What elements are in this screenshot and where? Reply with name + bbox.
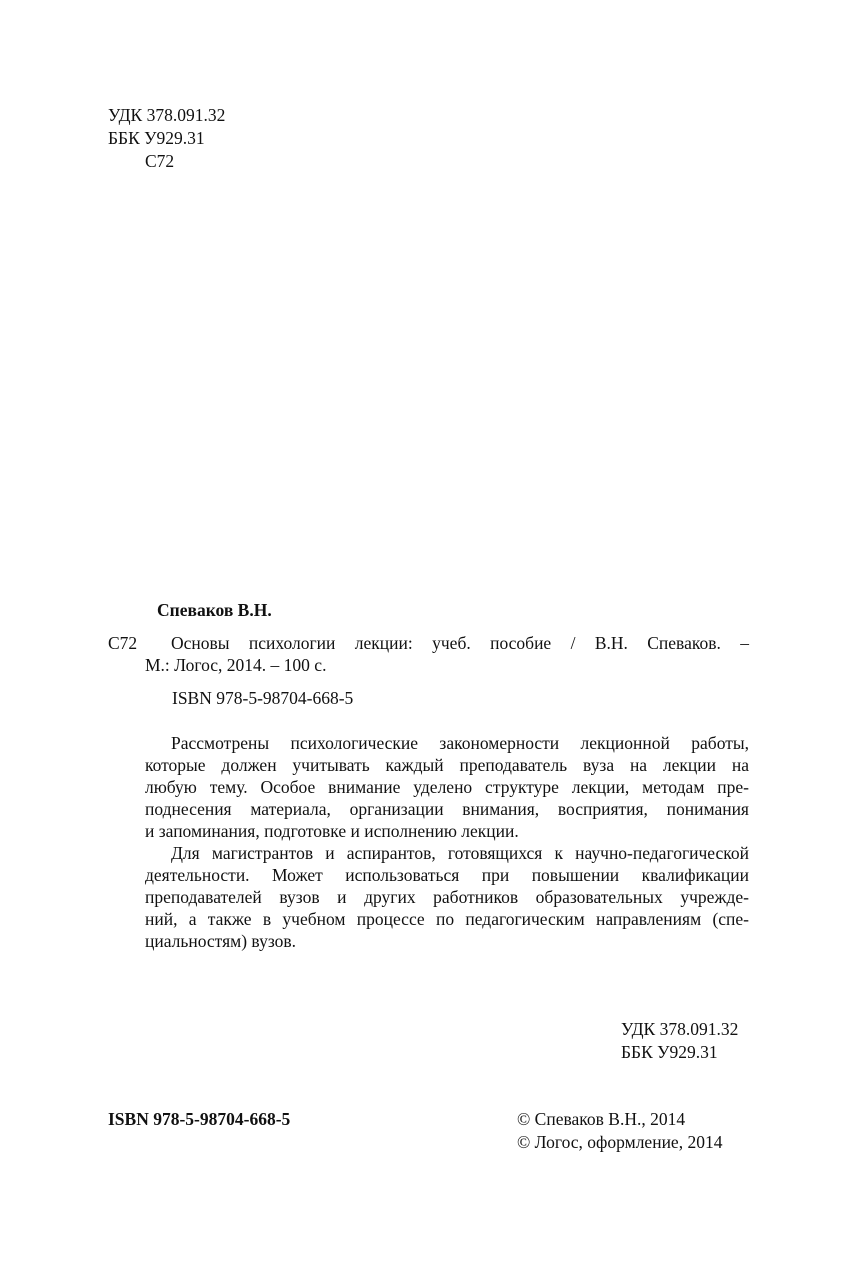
annotation-2-line-3: преподавателей вузов и других работников образовательных учрежде- bbox=[145, 887, 749, 907]
footer-copyright-publisher: © Логос, оформление, 2014 bbox=[517, 1132, 723, 1152]
annotation-1-line-1: Рассмотрены психологические закономерности лекционной работы, bbox=[171, 733, 749, 753]
top-author-mark: С72 bbox=[145, 151, 175, 171]
catalog-author: Спеваков В.Н. bbox=[157, 600, 272, 620]
annotation-2-line-1: Для магистрантов и аспирантов, готовящихся к научно-педагогической bbox=[171, 843, 749, 863]
catalog-title-line-2: М.: Логос, 2014. – 100 с. bbox=[145, 655, 327, 675]
catalog-title-line-1: Основы психологии лекции: учеб. пособие / В.Н. Спеваков. – bbox=[171, 633, 749, 653]
bottom-bbk: ББК У929.31 bbox=[621, 1042, 718, 1062]
catalog-isbn: ISBN 978-5-98704-668-5 bbox=[172, 688, 354, 708]
catalog-title-block bbox=[145, 632, 749, 676]
footer-copyright-author: © Спеваков В.Н., 2014 bbox=[517, 1109, 686, 1129]
annotation-1-line-5: и запоминания, подготовке и исполнению лекции. bbox=[145, 821, 519, 841]
annotation-paragraph-1 bbox=[145, 732, 749, 842]
annotation-1-line-4: поднесения материала, организации внимания, восприятия, понимания bbox=[145, 799, 749, 819]
footer-isbn: ISBN 978-5-98704-668-5 bbox=[108, 1109, 291, 1129]
top-bbk: ББК У929.31 bbox=[108, 128, 205, 148]
top-udk: УДК 378.091.32 bbox=[108, 105, 226, 125]
annotation-2-line-4: ний, а также в учебном процессе по педагогическим направлениям (спе- bbox=[145, 909, 749, 929]
annotation-1-line-2: которые должен учитывать каждый преподаватель вуза на лекции на bbox=[145, 755, 749, 775]
annotation-2-line-2: деятельности. Может использоваться при повышении квалификации bbox=[145, 865, 749, 885]
catalog-author-mark: С72 bbox=[108, 633, 138, 653]
annotation-paragraph-2 bbox=[145, 842, 749, 952]
annotation-2-line-5: циальностям) вузов. bbox=[145, 931, 297, 951]
annotation-1-line-3: любую тему. Особое внимание уделено структуре лекции, методам пре- bbox=[145, 777, 749, 797]
bottom-udk: УДК 378.091.32 bbox=[621, 1019, 739, 1039]
